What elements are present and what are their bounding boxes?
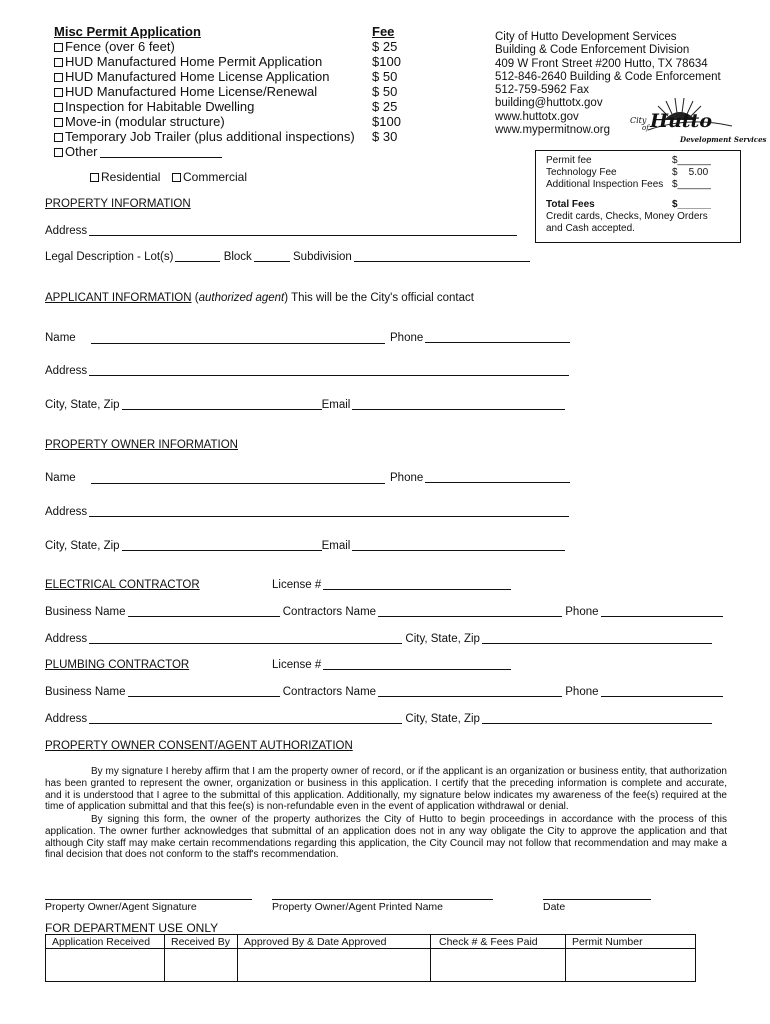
property-address-input[interactable] (89, 225, 517, 236)
electrical-city-input[interactable] (482, 633, 712, 644)
contact-org: City of Hutto Development Services (495, 31, 677, 43)
logo-of: of (642, 124, 649, 132)
permit-fee-row: Permit fee $______ (546, 155, 732, 167)
plumbing-license-row: License # (272, 659, 511, 671)
plumbing-address-row: Address City, State, Zip (45, 713, 712, 725)
electrical-business-row: Business Name Contractors Name Phone (45, 606, 723, 618)
applicant-address-input[interactable] (89, 365, 569, 376)
lot-input[interactable] (175, 251, 220, 262)
plumbing-heading: PLUMBING CONTRACTOR (45, 659, 190, 671)
payment-note-1: Credit cards, Checks, Money Orders (546, 211, 708, 222)
checkbox-icon[interactable] (54, 133, 63, 142)
electrical-license-row: License # (272, 579, 511, 591)
cell-check-fees[interactable] (431, 949, 566, 982)
column-application-received: Application Received (46, 935, 165, 949)
permit-option-hud-renewal[interactable]: HUD Manufactured Home License/Renewal (54, 84, 317, 99)
checkbox-icon[interactable] (54, 43, 63, 52)
checkbox-icon[interactable] (54, 103, 63, 112)
total-fees-row: Total Fees $______ (546, 199, 732, 211)
checkbox-icon[interactable] (54, 88, 63, 97)
total-fees-field[interactable]: $______ (672, 199, 711, 210)
logo-city: City (630, 116, 647, 125)
checkbox-icon[interactable] (172, 173, 181, 182)
consent-paragraph-1: By my signature I hereby affirm that I am the property owner of record, or if the applicant is an organization or business entity, that authorization has been granted to represent the owner, organization or business in this application. I certify that the preceding information is complete and accurate, and it is understood that I agree to the submittal of this application. Additionally, my signature below indicates my awareness of the fee(s) required at the time of application submittal and that this fee(s) is non-refundable even in the event of application withdrawal or denial. (45, 766, 727, 813)
column-approved-by: Approved By & Date Approved (238, 935, 431, 949)
owner-phone-input[interactable] (425, 472, 570, 483)
plumbing-contractor-name-input[interactable] (378, 686, 562, 697)
property-address-row: Address (45, 225, 517, 237)
fee-job-trailer: $ 30 (372, 129, 398, 144)
cell-permit-number[interactable] (566, 949, 696, 982)
fee-column-header: Fee (372, 24, 395, 39)
other-input[interactable] (100, 147, 222, 158)
checkbox-icon[interactable] (54, 148, 63, 157)
permit-option-move-in[interactable]: Move-in (modular structure) (54, 114, 225, 129)
applicant-phone-input[interactable] (425, 332, 570, 343)
city-logo (628, 90, 767, 146)
legal-description-row: Legal Description - Lot(s) Block Subdivision (45, 251, 530, 263)
plumbing-city-input[interactable] (482, 713, 712, 724)
type-commercial[interactable]: Commercial (172, 170, 247, 184)
fee-fence: $ 25 (372, 39, 398, 54)
contact-website: www.huttotx.gov (495, 110, 579, 123)
permit-option-fence[interactable]: Fence (over 6 feet) (54, 39, 175, 54)
fee-hud-permit: $100 (372, 54, 401, 69)
plumbing-business-row: Business Name Contractors Name Phone (45, 686, 723, 698)
department-entry-row (46, 949, 696, 982)
permit-option-hud-license[interactable]: HUD Manufactured Home License Application (54, 69, 329, 84)
technology-fee-value: $ 5.00 (672, 167, 709, 178)
inspection-fee-row: Additional Inspection Fees $______ (546, 179, 732, 191)
date-line[interactable] (543, 899, 651, 900)
column-permit-number: Permit Number (566, 935, 696, 949)
fee-inspection: $ 25 (372, 99, 398, 114)
property-heading: PROPERTY INFORMATION (45, 198, 191, 210)
owner-email-input[interactable] (352, 540, 565, 551)
plumbing-business-input[interactable] (128, 686, 280, 697)
contact-division: Building & Code Enforcement Division (495, 44, 690, 57)
signature-label: Property Owner/Agent Signature (45, 901, 197, 913)
department-table (45, 934, 696, 982)
permit-fee-field[interactable]: $______ (672, 155, 711, 166)
contact-fax: 512-759-5962 Fax (495, 84, 589, 97)
logo-tagline: Development Services (680, 135, 767, 144)
electrical-license-input[interactable] (323, 579, 511, 590)
checkbox-icon[interactable] (90, 173, 99, 182)
applicant-name-label: Name (45, 332, 76, 344)
applicant-address-row: Address (45, 365, 569, 377)
form-title: Misc Permit Application (54, 24, 201, 39)
checkbox-icon[interactable] (54, 58, 63, 67)
applicant-email-input[interactable] (352, 399, 565, 410)
checkbox-icon[interactable] (54, 118, 63, 127)
owner-city-input[interactable] (122, 540, 322, 551)
plumbing-license-input[interactable] (323, 659, 511, 670)
printed-name-label: Property Owner/Agent Printed Name (272, 901, 443, 913)
electrical-address-row: Address City, State, Zip (45, 633, 712, 645)
consent-paragraph-2: By signing this form, the owner of the property authorizes the City of Hutto to begin proceedings in accordance with the process of this application. The owner further acknowledges that submittal of an application does not in any way obligate the City to approve the application and that although City staff may make certain recommendations regarding this application, the City Council may not follow that recommendation and may make a final decision that does not conform to the staff's recommendation. (45, 814, 727, 861)
column-received-by: Received By (165, 935, 238, 949)
block-input[interactable] (254, 251, 290, 262)
subdivision-input[interactable] (354, 251, 530, 262)
date-label: Date (543, 901, 566, 913)
column-check-fees: Check # & Fees Paid (431, 935, 566, 949)
electrical-address-input[interactable] (89, 633, 402, 644)
fee-hud-license: $ 50 (372, 69, 398, 84)
permit-option-inspection[interactable]: Inspection for Habitable Dwelling (54, 99, 254, 114)
cell-approved-by[interactable] (238, 949, 431, 982)
contact-permit-website: www.mypermitnow.org (495, 124, 611, 137)
logo-name: Hutto (650, 110, 712, 132)
department-header-row (46, 935, 696, 949)
contact-address: 409 W Front Street #200 Hutto, TX 78634 (495, 57, 708, 70)
electrical-phone-input[interactable] (601, 606, 723, 617)
owner-city-row: City, State, Zip Email (45, 540, 565, 552)
plumbing-address-input[interactable] (89, 713, 402, 724)
checkbox-icon[interactable] (54, 73, 63, 82)
inspection-fee-field[interactable]: $______ (672, 179, 711, 190)
consent-heading: PROPERTY OWNER CONSENT/AGENT AUTHORIZATION (45, 740, 353, 752)
technology-fee-row: Technology Fee $ 5.00 (546, 167, 732, 179)
applicant-city-row: City, State, Zip Email (45, 399, 565, 411)
electrical-contractor-name-input[interactable] (378, 606, 562, 617)
owner-name-input[interactable] (91, 483, 385, 484)
permit-option-other[interactable]: Other (54, 144, 222, 159)
fee-hud-renewal: $ 50 (372, 84, 398, 99)
fee-move-in: $100 (372, 114, 401, 129)
contact-phone: 512-846-2640 Building & Code Enforcement (495, 70, 721, 83)
electrical-business-input[interactable] (128, 606, 280, 617)
applicant-city-input[interactable] (122, 399, 322, 410)
owner-name-label: Name (45, 472, 76, 484)
department-heading: FOR DEPARTMENT USE ONLY (45, 921, 219, 935)
fee-summary-box (535, 150, 741, 243)
owner-phone-row: Phone (390, 472, 570, 484)
permit-option-job-trailer[interactable]: Temporary Job Trailer (plus additional inspections) (54, 129, 355, 144)
cell-application-received[interactable] (46, 949, 165, 982)
owner-address-row: Address (45, 506, 569, 518)
type-residential[interactable]: Residential (90, 170, 160, 184)
owner-heading: PROPERTY OWNER INFORMATION (45, 439, 238, 451)
signature-line[interactable] (45, 899, 252, 900)
permit-option-hud-permit[interactable]: HUD Manufactured Home Permit Application (54, 54, 322, 69)
applicant-heading: APPLICANT INFORMATION (authorized agent) This will be the City's official contact (45, 292, 474, 304)
electrical-heading: ELECTRICAL CONTRACTOR (45, 579, 200, 591)
payment-note-2: and Cash accepted. (546, 223, 635, 234)
applicant-name-input[interactable] (91, 343, 385, 344)
applicant-phone-row: Phone (390, 332, 570, 344)
contact-email: building@huttotx.gov (495, 97, 603, 110)
plumbing-phone-input[interactable] (601, 686, 723, 697)
cell-received-by[interactable] (165, 949, 238, 982)
owner-address-input[interactable] (89, 506, 569, 517)
printed-name-line[interactable] (272, 899, 493, 900)
